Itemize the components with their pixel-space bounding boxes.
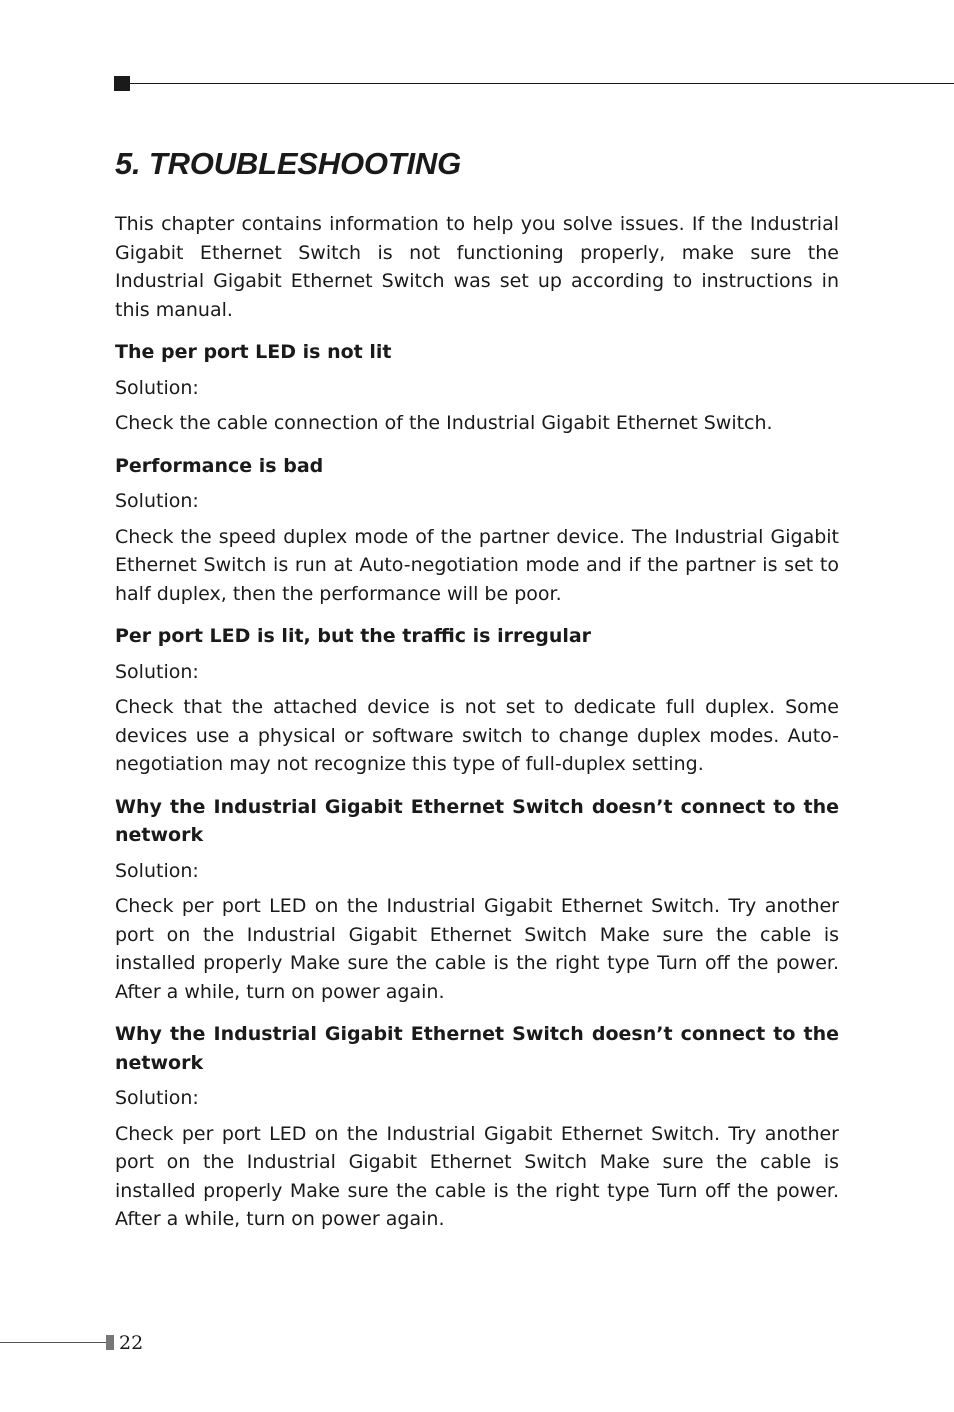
chapter-intro: This chapter contains information to help you solve issues. If the Industrial Gigabit Ethernet Switch is not functioning properly, make sure the Industrial Gigabit Ethernet Switch was set up according to instructions in this manual. [115,213,839,321]
solution-label: Solution: [115,660,199,683]
solution-label: Solution: [115,490,199,512]
header-square-marker [114,76,130,91]
troubleshooting-item [115,338,839,438]
footer-marker [106,1335,114,1350]
solution-label: Solution: [115,1087,199,1109]
problem-heading: Performance is bad [115,454,324,477]
solution-text: Check per port LED on the Industrial Gigabit Ethernet Switch. Try another port on the Industrial Gigabit Ethernet Switch Make sure the cable is installed properly Make sure the cable is the right type Turn off the power. After a while, turn on power again. [115,895,839,1003]
troubleshooting-item [115,452,839,609]
solution-text: Check that the attached device is not set to dedicate full duplex. Some devices use a physical or software switch to change duplex modes. Auto-negotiation may not recognize this type of full-duplex setting. [115,696,839,775]
solution-text: Check per port LED on the Industrial Gigabit Ethernet Switch. Try another port on the Industrial Gigabit Ethernet Switch Make sure the cable is installed properly Make sure the cable is the right type Turn off the power. After a while, turn on power again. [115,1122,839,1230]
troubleshooting-item [115,1020,839,1234]
solution-label: Solution: [115,376,199,399]
footer-rule [0,1342,106,1343]
header-rule [130,83,954,84]
problem-heading: Per port LED is lit, but the traffic is irregular [115,625,592,647]
page-content [115,140,839,1248]
problem-heading: Why the Industrial Gigabit Ethernet Switch doesn’t connect to the network [115,1023,839,1074]
problem-heading: The per port LED is not lit [115,341,392,363]
troubleshooting-item [115,793,839,1007]
solution-text: Check the speed duplex mode of the partner device. The Industrial Gigabit Ethernet Switch is run at Auto-negotiation mode and if the partner is set to half duplex, then the performance will be poor. [115,525,839,605]
problem-heading: Why the Industrial Gigabit Ethernet Switch doesn’t connect to the network [115,795,839,846]
troubleshooting-item [115,622,839,779]
page-number: 22 [119,1332,144,1354]
solution-label: Solution: [115,859,199,882]
solution-text: Check the cable connection of the Industrial Gigabit Ethernet Switch. [115,412,773,434]
chapter-title: 5. TROUBLESHOOTING [115,146,462,181]
